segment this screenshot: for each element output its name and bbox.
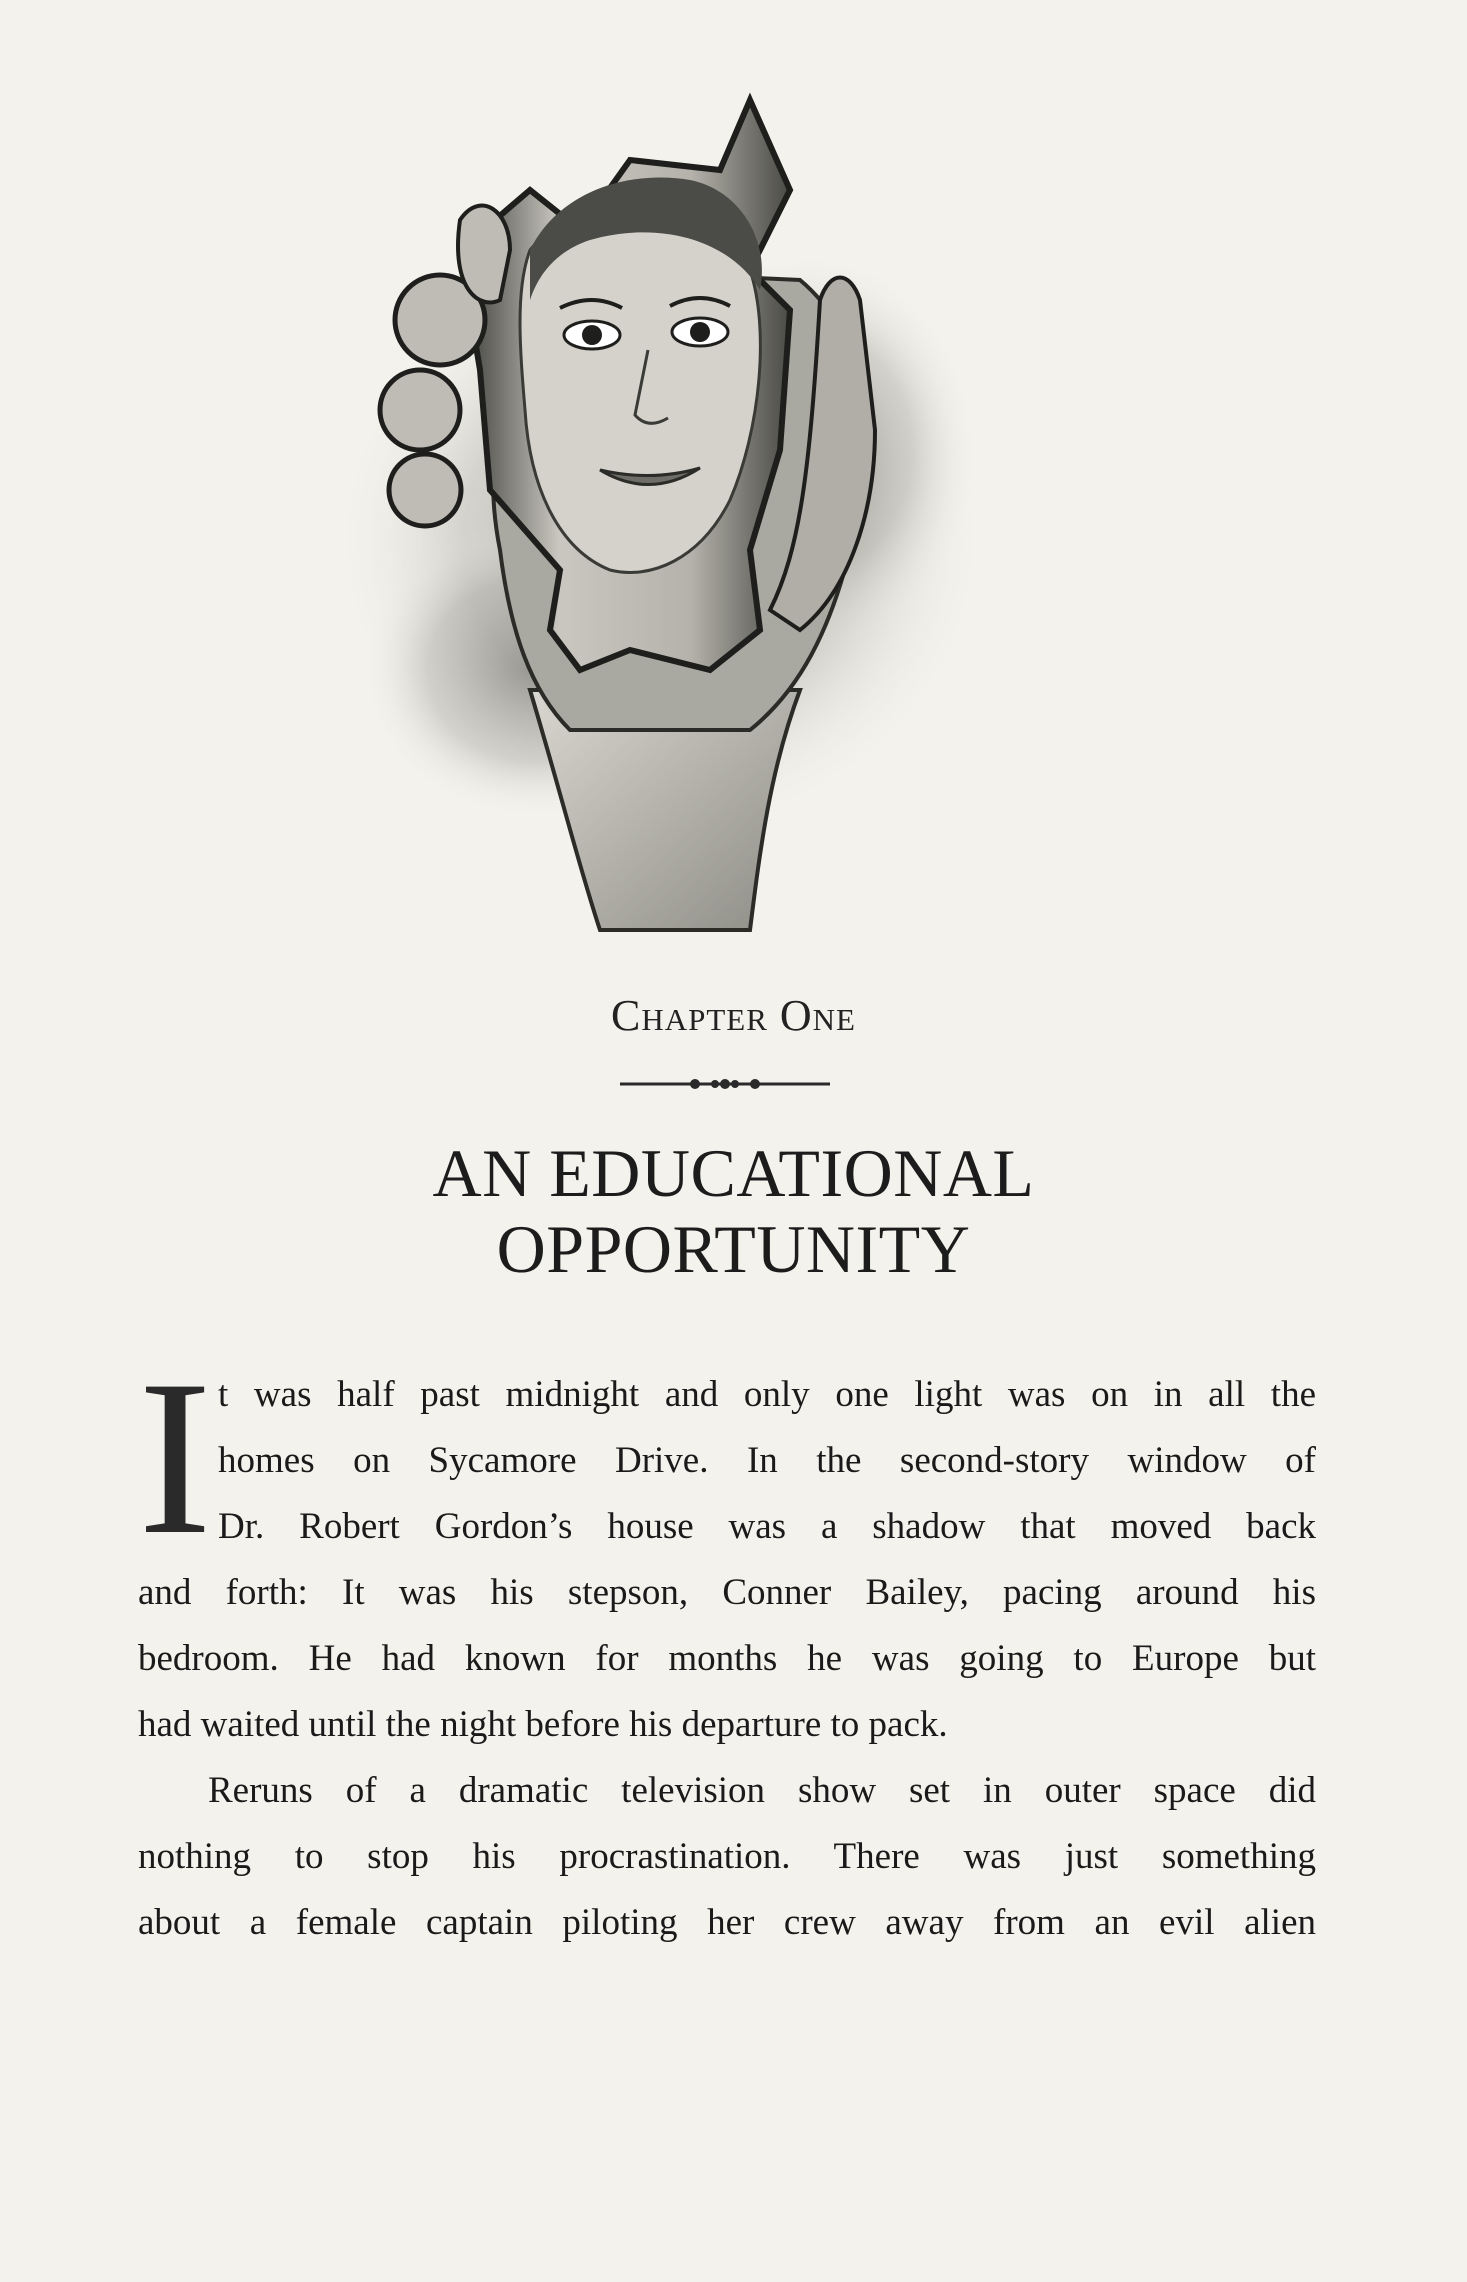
chapter-title (0, 1135, 1467, 1287)
body-line: t was half past midnight and only one light was on in all the (218, 1374, 1316, 1415)
body-line: about a female captain piloting her crew away from an evil alien (138, 1902, 1316, 1943)
body-line: and forth: It was his stepson, Conner Bailey, pacing around his (138, 1572, 1316, 1613)
hand-holding-mirror-shard-illustration (330, 70, 1030, 940)
chapter-title-line-1: AN EDUCATIONAL (432, 1135, 1035, 1211)
body-line: bedroom. He had known for months he was going to Europe but (138, 1638, 1316, 1679)
chapter-label: Chapter One (610, 991, 856, 1040)
chapter-title-line-2: OPPORTUNITY (496, 1211, 971, 1287)
body-line: had waited until the night before his departure to pack. (138, 1704, 948, 1745)
chapter-body-text (138, 1362, 1316, 1956)
body-line: homes on Sycamore Drive. In the second-story window of (218, 1440, 1316, 1481)
body-line: Reruns of a dramatic television show set in outer space did (208, 1770, 1316, 1811)
body-line: Dr. Robert Gordon’s house was a shadow that moved back (218, 1506, 1316, 1547)
chapter-divider-ornament (620, 1074, 830, 1094)
drop-cap: I (138, 1335, 212, 1581)
body-line: nothing to stop his procrastination. There was just something (138, 1836, 1316, 1877)
